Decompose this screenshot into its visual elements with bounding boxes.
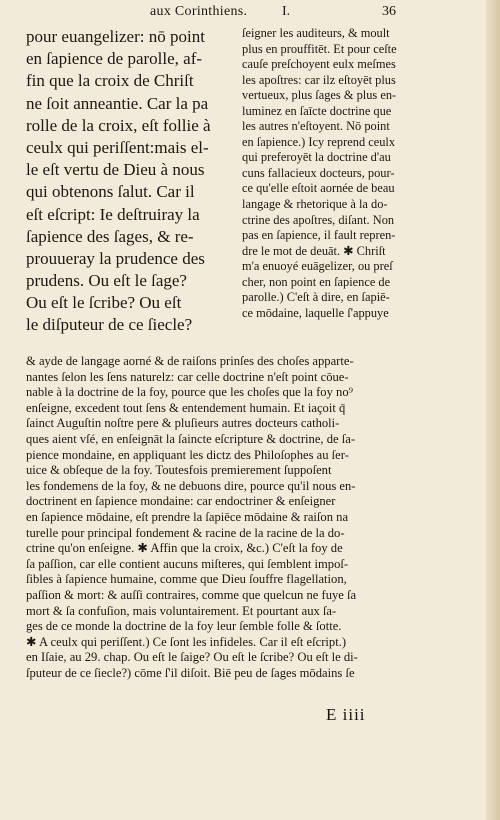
text-line: cuns fallacieux docteurs, pour-: [242, 165, 395, 180]
text-line: Ou eſt le ſcribe? Ou eſt: [26, 293, 182, 313]
text-line: en ſapience mōdaine, eſt prendre la ſapiēce mōdaine & raiſon na: [26, 509, 349, 524]
chapter-numeral: I.: [282, 4, 291, 19]
text-line: qui preferoyēt la doctrine d'au: [242, 150, 391, 165]
text-line: prudens. Ou eſt le ſage?: [26, 271, 187, 291]
text-line: ce mōdaine, laquelle ſ'appuye: [242, 305, 389, 320]
text-line: ce qu'elle eſtoit aornée de beau: [242, 181, 395, 196]
text-line: ne ſoit anneantie. Car la pa: [26, 93, 209, 113]
text-line: doctrinent en ſapience mondaine: car endoctriner & enſeigner: [26, 494, 336, 509]
text-line: mort & ſa confuſion, mais voluntairement. Et pourtant aux ſa-: [26, 603, 337, 618]
text-line: pas en ſapience, il fault repren-: [242, 228, 396, 243]
text-line: paſſion & mort: & auſſi contraires, comme que quelcun ne fuye ſa: [26, 587, 357, 602]
text-line: turelle pour principal fondement & racine de la racine de la do-: [26, 525, 345, 540]
text-line: cauſe preſchoyent eulx meſmes: [242, 57, 396, 72]
text-line: ✱ A ceulx qui periſſent.) Ce ſont les infideles. Car il eſt eſcript.): [26, 634, 347, 649]
commentary-full-width: [26, 354, 466, 681]
text-line: luminez en ſaīcte doctrine que: [242, 103, 392, 118]
text-line: eſt eſcript: Ie deſtruiray la: [26, 204, 200, 224]
folio-number: 36: [382, 4, 396, 19]
text-line: pience mondaine, en appliquant les dictz des Philoſophes au ſer-: [26, 447, 349, 462]
text-line: ges de ce monde la doctrine de la foy leur ſemble folle & ſotte.: [26, 619, 342, 634]
text-line: ques aient vſé, en enſeignāt la ſaincte eſcripture & doctrine, de ſa-: [26, 431, 356, 446]
text-line: uice & obſeque de la foy. Toutesfois premierement ſuppoſent: [26, 463, 332, 478]
text-line: qui obtenons ſalut. Car il: [26, 182, 195, 202]
text-line: les autres n'eſtoyent. Nō point: [242, 119, 390, 134]
text-line: cher, non point en ſapience de: [242, 274, 391, 289]
text-line: ſapience des ſages, & re-: [26, 226, 194, 246]
page-edge-shadow: [486, 0, 500, 820]
text-line: le diſputeur de ce ſiecle?: [26, 315, 193, 335]
text-line: ſainct Auguſtin noſtre pere & pluſieurs autres docteurs catholi-: [26, 416, 340, 431]
text-line: en ſapience.) Icy reprend ceulx: [242, 134, 396, 149]
text-line: en Iſaie, au 29. chap. Ou eſt le ſaige? Ou eſt le ſcribe? Ou eſt le di-: [26, 650, 358, 665]
text-line: vertueux, plus ſages & plus en-: [242, 88, 397, 103]
running-title: aux Corinthiens.: [150, 4, 248, 19]
scripture-text-column: [26, 26, 226, 337]
text-line: rolle de la croix, eſt follie à: [26, 115, 211, 135]
text-line: plus en prouffitēt. Et pour ceſte: [242, 41, 397, 56]
text-line: ctrine des apoſtres, diſant. Non: [242, 212, 395, 227]
text-line: pour euangelizer: nō point: [26, 27, 205, 46]
text-line: fin que la croix de Chriſt: [26, 71, 194, 91]
text-line: ſeigner les auditeurs, & moult: [242, 26, 390, 40]
text-line: prouueray la prudence des: [26, 248, 205, 268]
text-line: nable à la doctrine de la foy, pource que les choſes que la foy no⁹: [26, 385, 354, 400]
signature-mark: E iiii: [326, 705, 366, 724]
text-line: nantes ſelon les ſens naturelz: car celle doctrine n'eſt point cōue-: [26, 369, 349, 384]
text-line: les apoſtres: car ilz eſtoyēt plus: [242, 72, 396, 87]
page-header: [0, 4, 500, 22]
text-line: langage & rhetorique à la do-: [242, 197, 388, 212]
text-line: ſibles à ſapience humaine, comme que Dieu ſouffre flagellation,: [26, 572, 347, 587]
text-line: dre le mot de deuāt. ✱ Chriſt: [242, 243, 386, 258]
text-line: ceulx qui periſſent:mais el-: [26, 137, 209, 157]
text-line: parolle.) C'eſt à dire, en ſapiē-: [242, 290, 390, 305]
text-line: ſa paſſion, car elle contient aucuns miſteres, qui ſemblent impoſ-: [26, 556, 349, 571]
text-line: le eſt vertu de Dieu à nous: [26, 160, 205, 180]
text-line: & ayde de langage aorné & de raiſons prinſes des choſes apparte-: [26, 354, 354, 368]
text-line: enſeigne, excedent tout ſens & entendement humain. Et iaçoit q̄: [26, 400, 346, 415]
text-line: en ſapience de parolle, af-: [26, 49, 203, 69]
commentary-column: [242, 26, 462, 321]
text-line: ctrine qu'on enſeigne. ✱ Affin que la croix, &c.) C'eſt la foy de: [26, 541, 343, 556]
text-line: m'a enuoyé euāgelizer, ou preſ: [242, 259, 393, 274]
text-line: ſputeur de ce ſiecle?) cōme ſ'il diſoit. Biē peu de ſages mōdains ſe: [26, 665, 355, 680]
text-line: les fondemens de la foy, & ne debuons dire, pource qu'il nous en-: [26, 478, 356, 493]
